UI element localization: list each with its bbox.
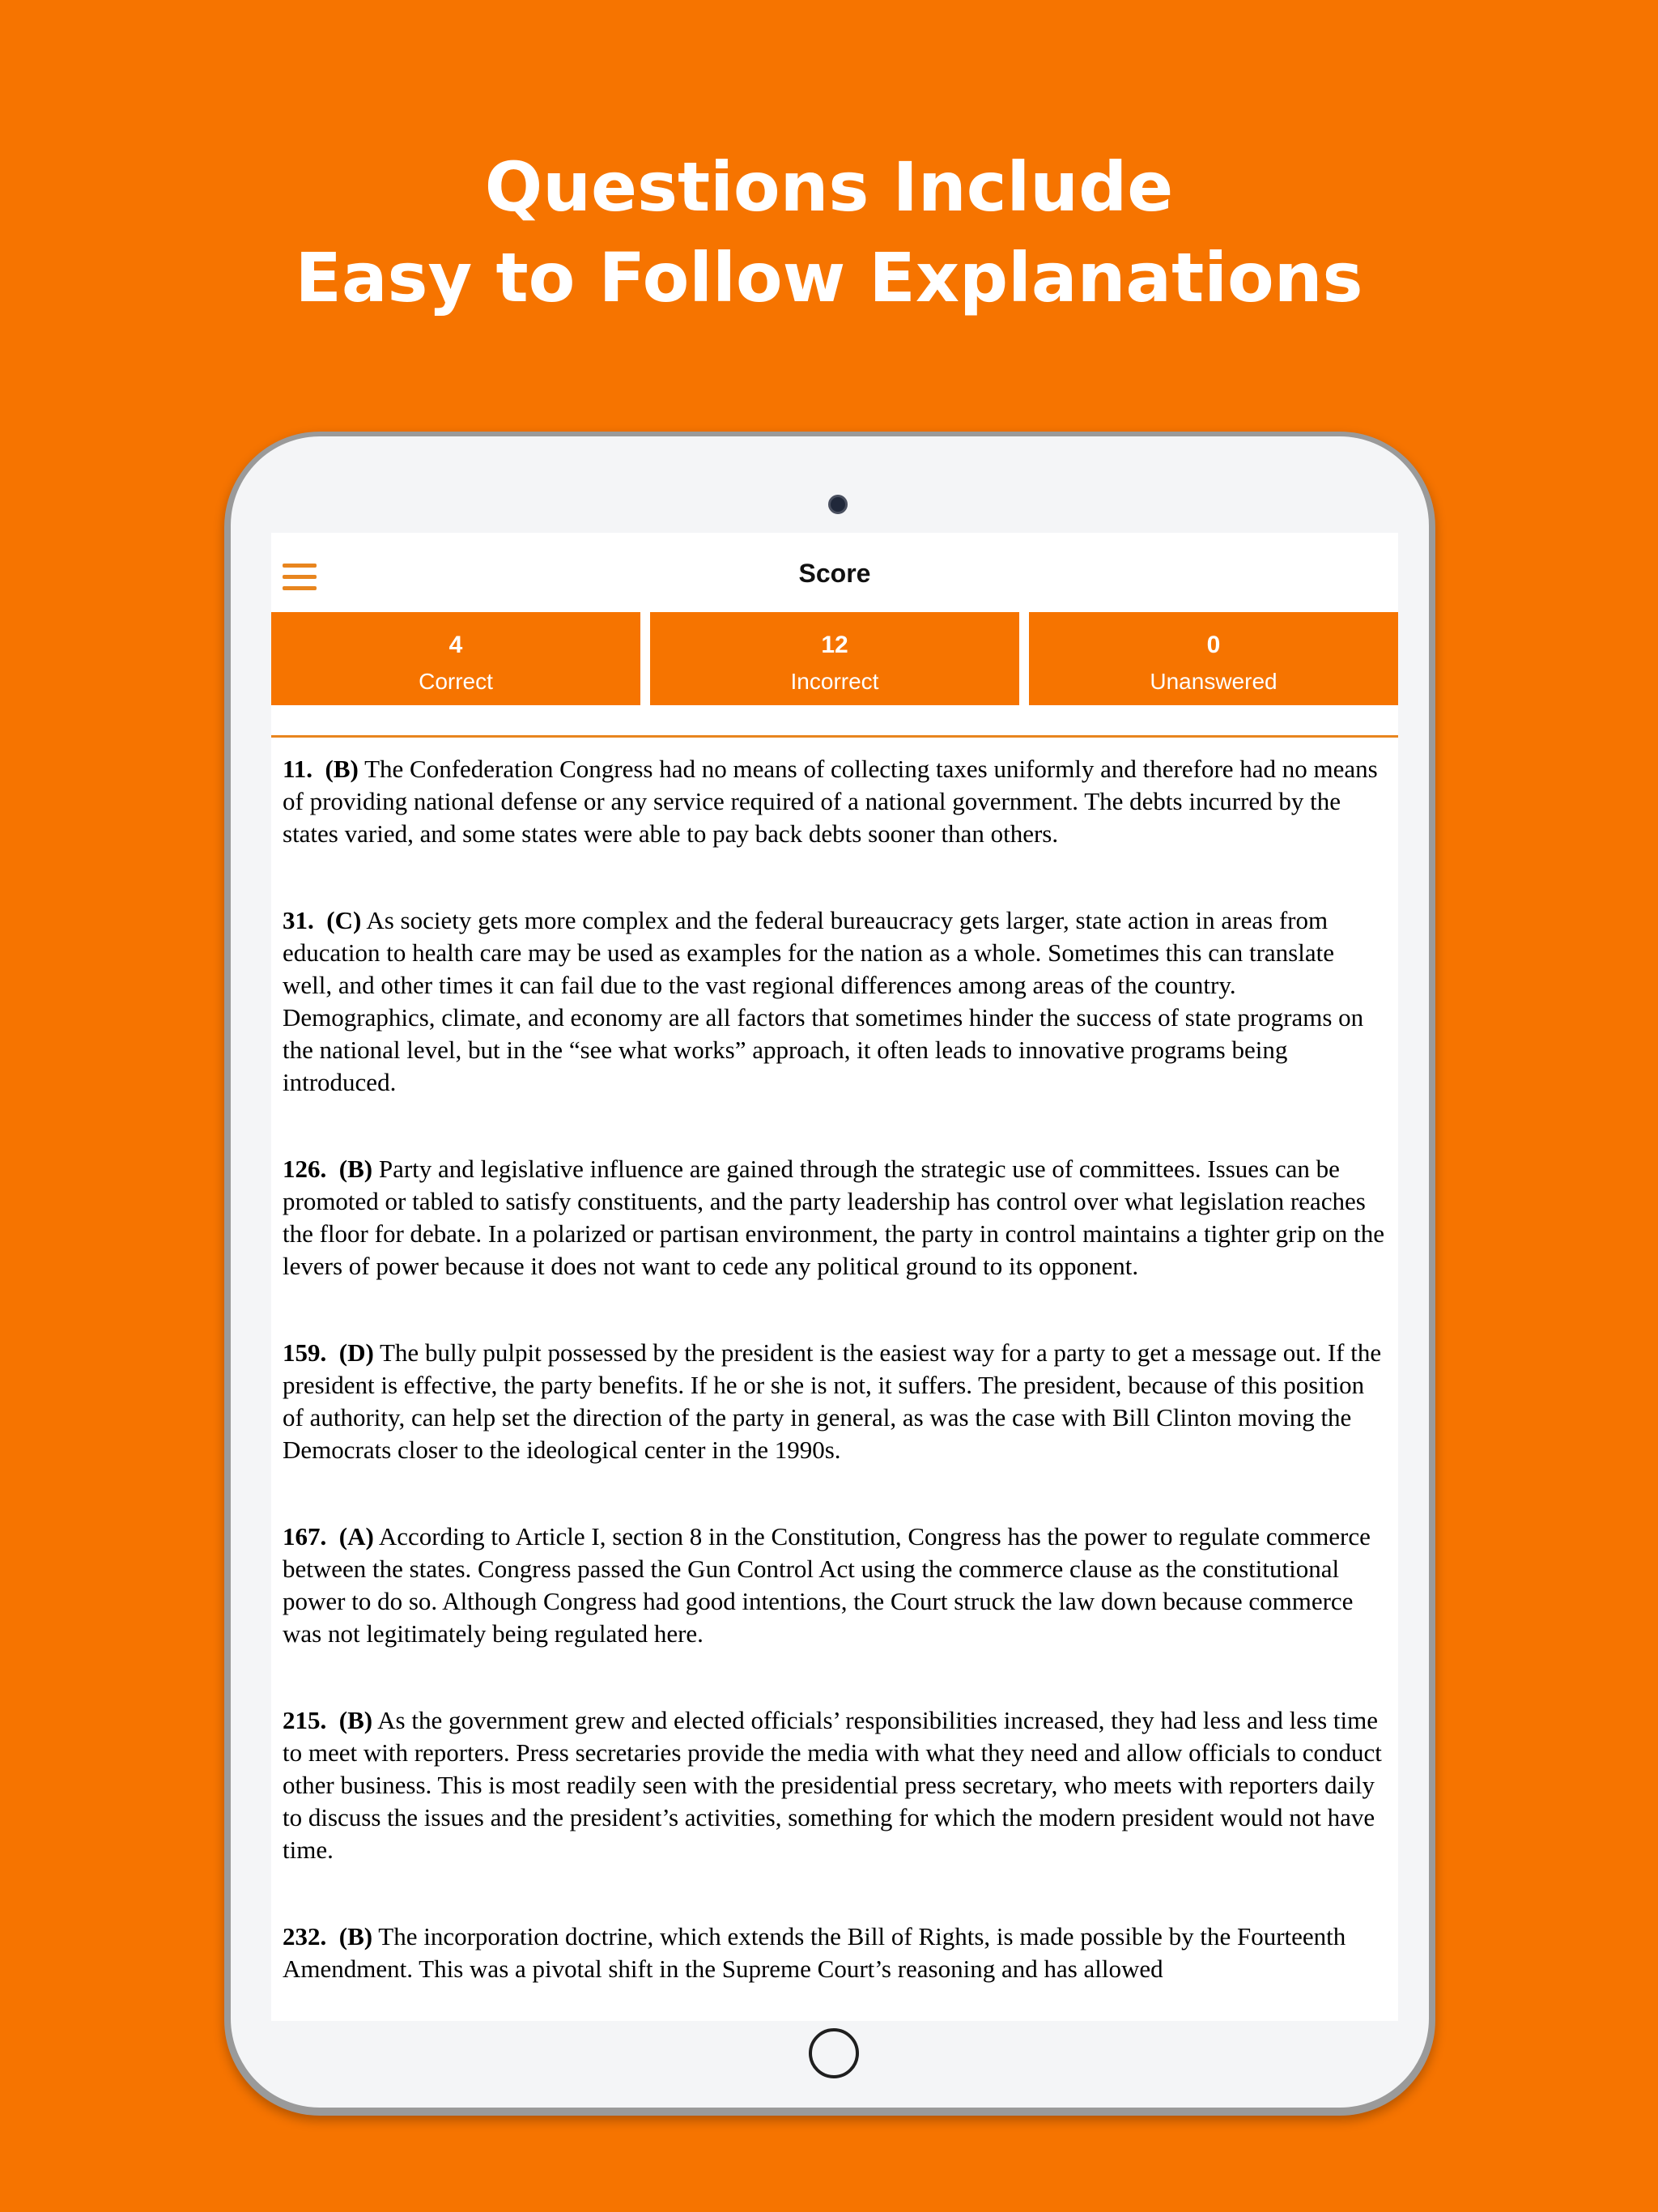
explanation-text: The Confederation Congress had no means of collecting taxes uniformly and therefore had no means of providing national defense or any service required of a national government. The debts incurred by the states varied, and some states were able to pay back debts sooner than others. <box>283 755 1378 848</box>
answer-item <box>283 1337 1385 1466</box>
answer-choice: (C) <box>326 906 362 934</box>
explanation-text: As the government grew and elected officials’ responsibilities increased, they had less and less time to meet with reporters. Press secretaries provide the media with what they need and allow officials to conduct other business. This is most readily seen with the presidential press secretary, who meets with reporters daily to discuss the issues and the president’s activities, something for which the modern president would not have time. <box>283 1706 1382 1864</box>
camera-icon <box>828 495 848 514</box>
explanation-text: The bully pulpit possessed by the president is the easiest way for a party to get a message out. If the president is effective, the party benefits. If he or she is not, it suffers. The president, because of this position of authority, can help set the direction of the party in general, as was the case with Bill Clinton moving the Democrats closer to the ideological center in the 1990s. <box>283 1338 1382 1464</box>
unanswered-label: Unanswered <box>1150 669 1278 694</box>
answer-item <box>283 1521 1385 1650</box>
answer-choice: (B) <box>325 755 359 783</box>
question-number: 159. <box>283 1338 327 1367</box>
correct-label: Correct <box>419 669 493 694</box>
question-number: 215. <box>283 1706 327 1734</box>
answer-explanations-list[interactable] <box>283 753 1385 2021</box>
answer-item <box>283 1921 1385 1985</box>
explanation-text: According to Article I, section 8 in the Constitution, Congress has the power to regulate commerce between the states. Congress passed the Gun Control Act using the commerce clause as the constitutional power to do so. Although Congress had good intentions, the Court struck the law down because commerce was not legitimately being regulated here. <box>283 1522 1371 1648</box>
navigation-bar <box>271 533 1398 612</box>
section-divider <box>271 735 1398 738</box>
headline-line-2: Easy to Follow Explanations <box>295 238 1363 317</box>
answer-choice: (A) <box>338 1522 374 1551</box>
incorrect-label: Incorrect <box>790 669 879 694</box>
unanswered-count: 0 <box>1206 632 1221 658</box>
answer-choice: (D) <box>338 1338 374 1367</box>
correct-count: 4 <box>449 632 463 658</box>
answer-item <box>283 753 1385 850</box>
question-number: 31. <box>283 906 314 934</box>
answer-choice: (B) <box>338 1706 373 1734</box>
question-number: 11. <box>283 755 313 783</box>
headline-line-1: Questions Include <box>484 147 1174 227</box>
question-number: 167. <box>283 1522 327 1551</box>
marketing-headline <box>0 142 1658 323</box>
answer-choice: (B) <box>338 1922 373 1950</box>
explanation-text: As society gets more complex and the federal bureaucracy gets larger, state action in areas from education to health care may be used as examples for the nation as a whole. Sometimes this can translate well, and other times it can fail due to the vast regional differences among areas of the country. Demographics, climate, and economy are all factors that sometimes hinder the success of state programs on the national level, but in the “see what works” approach, it often leads to innovative programs being introduced. <box>283 906 1364 1096</box>
explanation-text: Party and legislative influence are gained through the strategic use of committees. Issues can be promoted or tabled to satisfy constituents, and the party leadership has control over what legislation reaches the floor for debate. In a polarized or partisan environment, the party in control maintains a tighter grip on the levers of power because it does not want to cede any political ground to its opponent. <box>283 1155 1384 1280</box>
incorrect-count: 12 <box>821 632 848 658</box>
score-incorrect[interactable] <box>650 612 1019 705</box>
answer-item <box>283 1704 1385 1866</box>
score-summary <box>271 612 1398 705</box>
score-correct[interactable] <box>271 612 640 705</box>
answer-item <box>283 1153 1385 1283</box>
question-number: 126. <box>283 1155 327 1183</box>
explanation-text: The incorporation doctrine, which extends the Bill of Rights, is made possible by the Fourteenth Amendment. This was a pivotal shift in the Supreme Court’s reasoning and has allowed <box>283 1922 1346 1983</box>
question-number: 232. <box>283 1922 327 1950</box>
app-screen <box>271 533 1398 2021</box>
answer-item <box>283 904 1385 1099</box>
page-title: Score <box>798 559 871 588</box>
home-button[interactable] <box>809 2028 859 2078</box>
answer-choice: (B) <box>338 1155 373 1183</box>
score-unanswered[interactable] <box>1029 612 1398 705</box>
